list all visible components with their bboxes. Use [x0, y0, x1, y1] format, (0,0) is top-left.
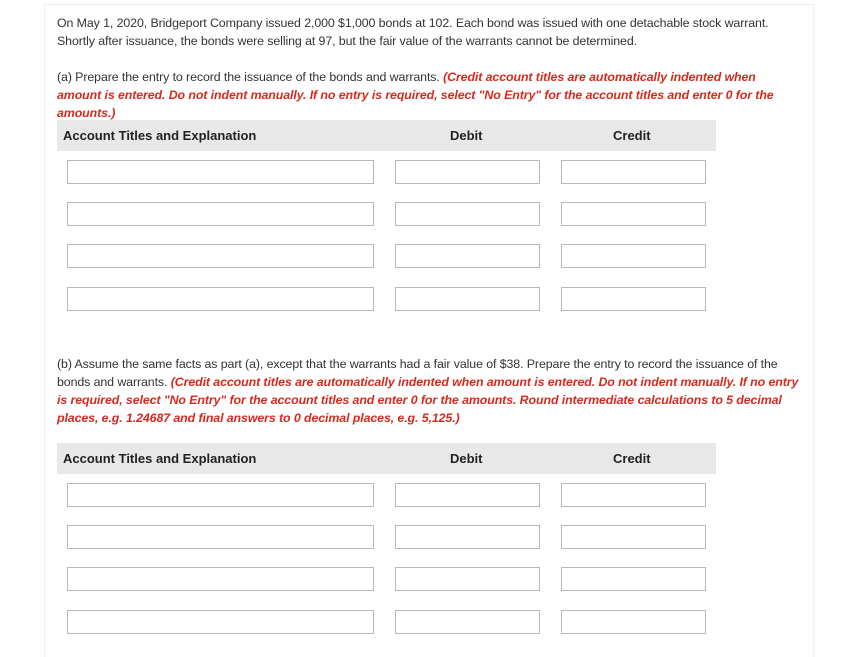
part-b-row-1-account-input[interactable]	[67, 483, 374, 507]
part-a-question: (a) Prepare the entry to record the issuance of the bonds and warrants.	[57, 70, 440, 84]
problem-statement	[57, 14, 802, 50]
part-b-header-debit: Debit	[450, 451, 483, 466]
part-a-table-header	[57, 120, 716, 151]
part-a-row-2-debit-input[interactable]	[395, 202, 540, 226]
part-a-prompt	[57, 68, 802, 122]
part-a-row-3-debit-input[interactable]	[395, 244, 540, 268]
part-a-instruction: (Credit account titles are automatically indented when amount is entered. Do not indent manually. If no entry is required, select "No Entry" for the account titles and enter 0 for the amounts.)	[57, 70, 774, 120]
part-b-row-1-credit-input[interactable]	[561, 483, 706, 507]
part-a-row-4-credit-input[interactable]	[561, 287, 706, 311]
part-a-header-credit: Credit	[613, 128, 651, 143]
part-b-header-account: Account Titles and Explanation	[63, 451, 257, 466]
part-a-row-3-credit-input[interactable]	[561, 244, 706, 268]
part-a-header-debit: Debit	[450, 128, 483, 143]
part-a-row-3-account-input[interactable]	[67, 244, 374, 268]
part-b-row-2-credit-input[interactable]	[561, 525, 706, 549]
part-b-instruction: (Credit account titles are automatically indented when amount is entered. Do not indent manually. If no entry is required, select "No Entry" for the account titles and enter 0 for the amounts. Round intermediate calculations to 5 decimal places, e.g. 1.24687 and final answers to 0 decimal places, e.g. 5,125.)	[57, 375, 799, 425]
part-b-row-1-debit-input[interactable]	[395, 483, 540, 507]
part-b-table-header	[57, 443, 716, 474]
part-b-row-4-debit-input[interactable]	[395, 610, 540, 634]
part-a-row-2-account-input[interactable]	[67, 202, 374, 226]
part-b-row-2-account-input[interactable]	[67, 525, 374, 549]
part-b-row-3-debit-input[interactable]	[395, 567, 540, 591]
part-a-header-account: Account Titles and Explanation	[63, 128, 257, 143]
problem-statement-text: On May 1, 2020, Bridgeport Company issued 2,000 $1,000 bonds at 102. Each bond was issued with one detachable stock warrant. Shortly after issuance, the bonds were selling at 97, but the fair value of the warrants cannot be determined.	[57, 16, 769, 48]
part-b-row-4-credit-input[interactable]	[561, 610, 706, 634]
part-a-row-1-account-input[interactable]	[67, 160, 374, 184]
part-a-row-1-credit-input[interactable]	[561, 160, 706, 184]
part-b-row-2-debit-input[interactable]	[395, 525, 540, 549]
part-a-row-4-debit-input[interactable]	[395, 287, 540, 311]
part-b-header-credit: Credit	[613, 451, 651, 466]
part-b-prompt	[57, 355, 802, 427]
part-a-row-1-debit-input[interactable]	[395, 160, 540, 184]
part-b-row-3-credit-input[interactable]	[561, 567, 706, 591]
part-b-row-3-account-input[interactable]	[67, 567, 374, 591]
part-a-row-4-account-input[interactable]	[67, 287, 374, 311]
part-b-row-4-account-input[interactable]	[67, 610, 374, 634]
part-b-question: (b) Assume the same facts as part (a), except that the warrants had a fair value of $38. Prepare the entry to record the issuance of the bonds and warrants.	[57, 357, 778, 389]
part-a-row-2-credit-input[interactable]	[561, 202, 706, 226]
